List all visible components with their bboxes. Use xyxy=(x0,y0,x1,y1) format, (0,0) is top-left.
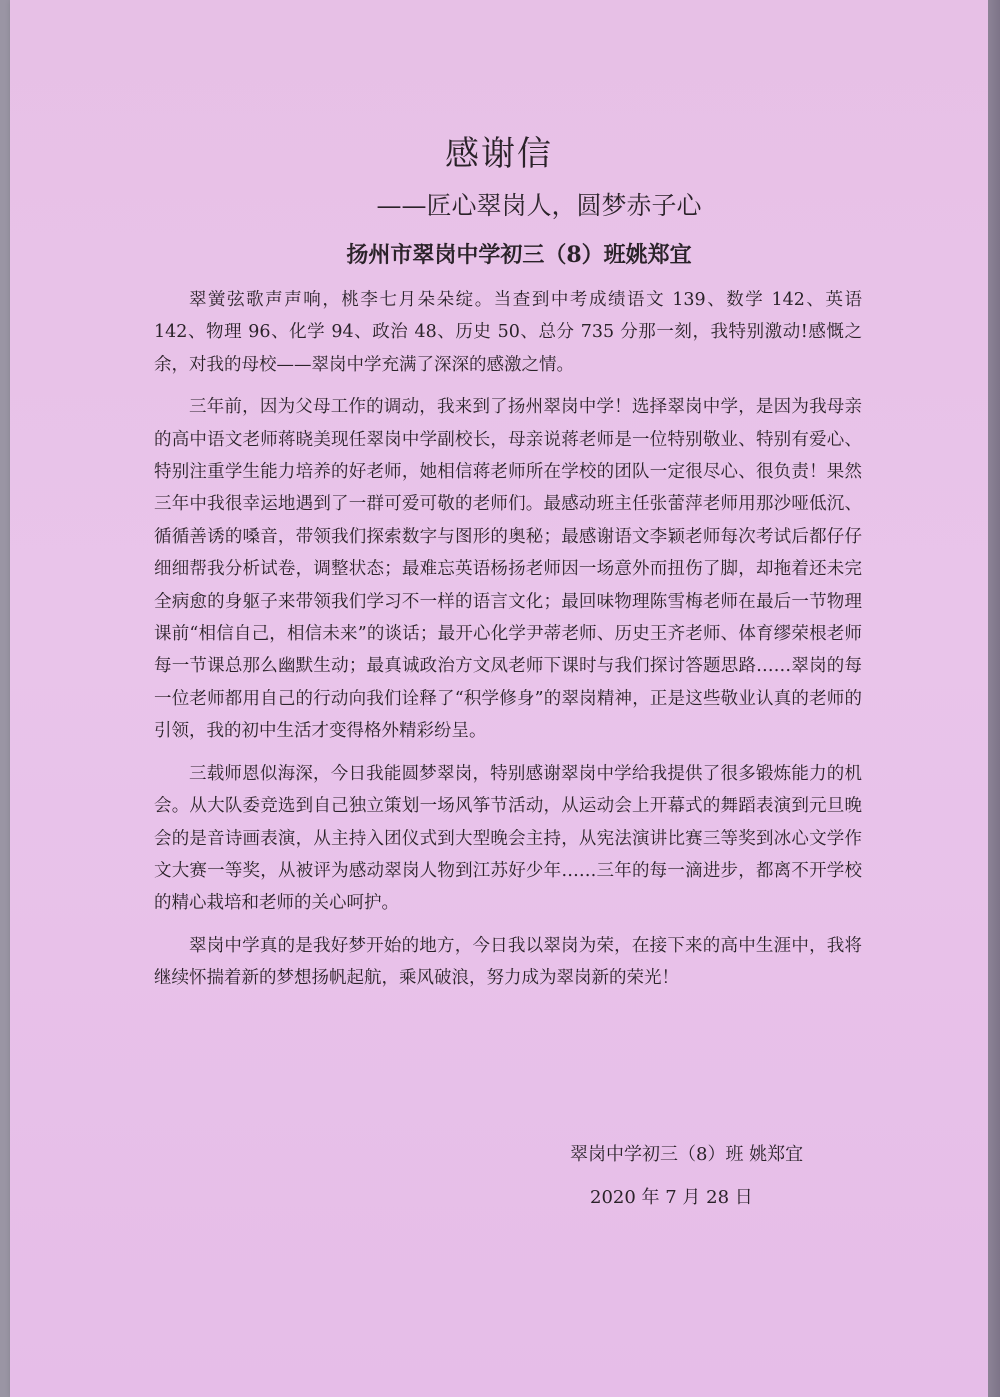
letter-date: 2020 年 7 月 28 日 xyxy=(590,1187,753,1208)
letter-sheet xyxy=(10,0,988,1397)
letter-subtitle: ——匠心翠岗人，圆梦赤子心 xyxy=(376,191,702,220)
letter-byline: 扬州市翠岗中学初三（8）班姚郑宜 xyxy=(346,242,692,268)
letter-paragraph: 三载师恩似海深，今日我能圆梦翠岗，特别感谢翠岗中学给我提供了很多锻炼能力的机会。从大队委竞选到自己独立策划一场风筝节活动，从运动会上开幕式的舞蹈表演到元旦晚会的是音诗画表演，从主持入团仪式到大型晚会主持，从宪法演讲比赛三等奖到冰心文学作文大赛一等奖，从被评为感动翠岗人物到江苏好少年……三年的每一滴进步，都离不开学校的精心栽培和老师的关心呵护。 xyxy=(154,763,862,914)
letter-signature: 翠岗中学初三（8）班 姚郑宜 xyxy=(570,1144,804,1165)
letter-paragraph: 翠黉弦歌声声响，桃李七月朵朵绽。当查到中考成绩语文 139、数学 142、英语 142、物理 96、化学 94、政治 48、历史 50、总分 735 分那一刻，我特别激动!感慨之余，对我的母校——翠岗中学充满了深深的感激之情。 xyxy=(154,290,862,375)
letter-body xyxy=(154,284,862,1005)
letter-paragraph: 翠岗中学真的是我好梦开始的地方，今日我以翠岗为荣，在接下来的高中生涯中，我将继续怀揣着新的梦想扬帆起航，乘风破浪，努力成为翠岗新的荣光！ xyxy=(154,935,862,989)
background-edge xyxy=(988,0,1000,1397)
letter-title: 感谢信 xyxy=(445,134,553,174)
letter-paragraph: 三年前，因为父母工作的调动，我来到了扬州翠岗中学！选择翠岗中学，是因为我母亲的高中语文老师蒋晓美现任翠岗中学副校长，母亲说蒋老师是一位特别敬业、特别有爱心、特别注重学生能力培养的好老师，她相信蒋老师所在学校的团队一定很尽心、很负责！果然三年中我很幸运地遇到了一群可爱可敬的老师们。最感动班主任张蕾萍老师用那沙哑低沉、循循善诱的嗓音，带领我们探索数字与图形的奥秘；最感谢语文李颖老师每次考试后都仔仔细细帮我分析试卷，调整状态；最难忘英语杨扬老师因一场意外而扭伤了脚，却拖着还未完全病愈的身躯子来带领我们学习不一样的语言文化；最回味物理陈雪梅老师在最后一节物理课前“相信自己，相信未来”的谈话；最开心化学尹蒂老师、历史王齐老师、体育缪荣根老师每一节课总那么幽默生动；最真诚政治方文凤老师下课时与我们探讨答题思路……翠岗的每一位老师都用自己的行动向我们诠释了“积学修身”的翠岗精神，正是这些敬业认真的老师的引领，我的初中生活才变得格外精彩纷呈。 xyxy=(154,397,862,742)
